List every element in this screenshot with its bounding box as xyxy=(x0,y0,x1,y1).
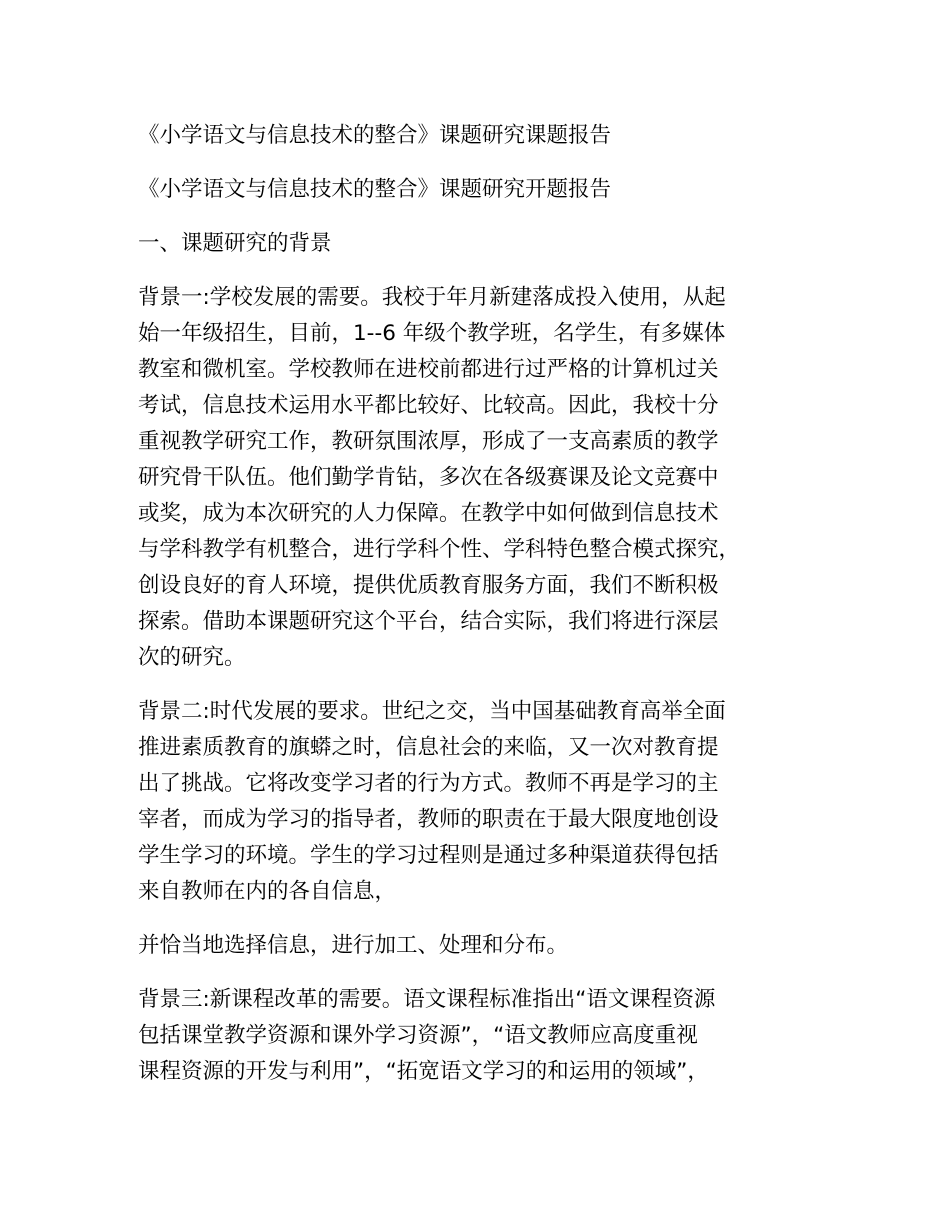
paragraph-background-2 xyxy=(138,694,828,910)
text-line: 宰者，而成为学习的指导者，教师的职责在于最大限度地创设 xyxy=(138,807,719,832)
text-line: 考试，信息技术运用水平都比较好、比较高。因此，我校十分 xyxy=(138,393,719,418)
paragraph-background-3 xyxy=(138,982,828,1090)
text-line: 背景二:时代发展的要求。世纪之交，当中国基础教育高举全面 xyxy=(138,699,726,724)
text-line: 包括课堂教学资源和课外学习资源”，“语文教师应高度重视 xyxy=(138,1023,698,1048)
text-line: 研究骨干队伍。他们勤学肯钻，多次在各级赛课及论文竞赛中 xyxy=(138,465,719,490)
text-line: 背景一:学校发展的需要。我校于年月新建落成投入使用，从起 xyxy=(138,285,726,310)
document-title: 《小学语文与信息技术的整合》课题研究课题报告 xyxy=(138,123,612,148)
text-line: 并恰当地选择信息，进行加工、处理和分布。 xyxy=(138,933,569,958)
text-line: 或奖，成为本次研究的人力保障。在教学中如何做到信息技术 xyxy=(138,501,719,526)
text-line: 来自教师在内的各自信息， xyxy=(138,879,397,904)
document-page xyxy=(138,118,828,1090)
text-line: 出了挑战。它将改变学习者的行为方式。教师不再是学习的主 xyxy=(138,771,719,796)
text-line: 次的研究。 xyxy=(138,645,246,670)
document-subtitle: 《小学语文与信息技术的整合》课题研究开题报告 xyxy=(138,177,612,202)
text-line: 学生学习的环境。学生的学习过程则是通过多种渠道获得包括 xyxy=(138,843,719,868)
text-line: 探索。借助本课题研究这个平台，结合实际，我们将进行深层 xyxy=(138,609,719,634)
text-line: 背景三:新课程改革的需要。语文课程标准指出“语文课程资源 xyxy=(138,987,716,1012)
text-line: 始一年级招生，目前，1--6 年级个教学班，名学生，有多媒体 xyxy=(138,321,726,346)
section-heading: 一、课题研究的背景 xyxy=(138,231,332,256)
text-line: 重视教学研究工作，教研氛围浓厚，形成了一支高素质的教学 xyxy=(138,429,719,454)
paragraph-continuation xyxy=(138,928,828,964)
text-line: 与学科教学有机整合，进行学科个性、学科特色整合模式探究， xyxy=(138,537,741,562)
text-line: 教室和微机室。学校教师在进校前都进行过严格的计算机过关 xyxy=(138,357,719,382)
paragraph-background-1 xyxy=(138,280,828,676)
text-line: 创设良好的育人环境，提供优质教育服务方面，我们不断积极 xyxy=(138,573,719,598)
text-line: 推进素质教育的旗蟒之时，信息社会的来临，又一次对教育提 xyxy=(138,735,719,760)
text-line: 课程资源的开发与利用”，“拓宽语文学习的和运用的领域”， xyxy=(138,1059,709,1084)
